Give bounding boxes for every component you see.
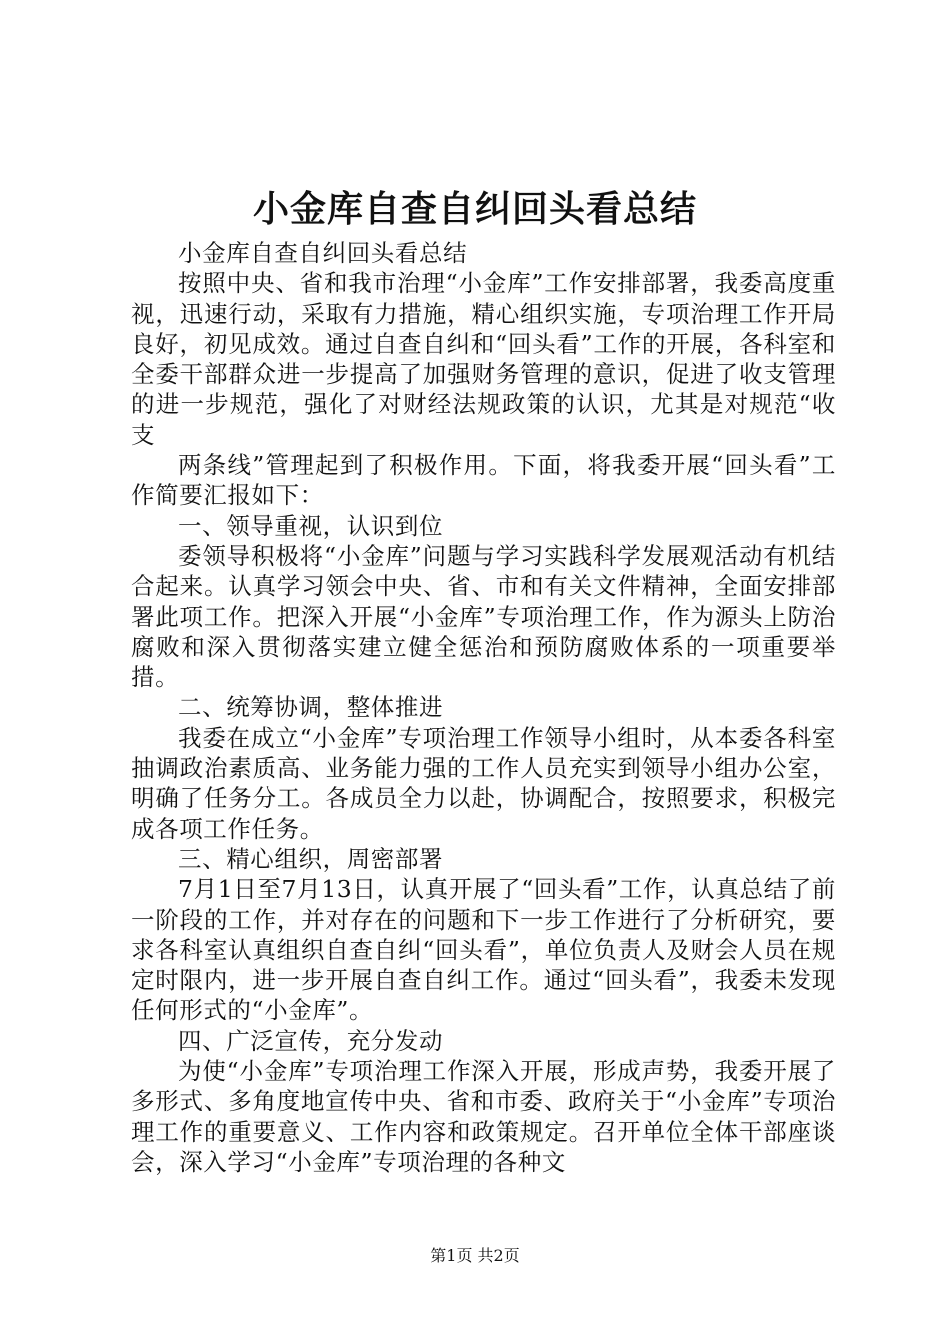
page-footer: 第1页 共2页 [430,1246,520,1265]
paragraph-intro-continued: 两条线”管理起到了积极作用。下面，将我委开展“回头看”工作简要汇报如下： [131,451,836,510]
section-heading-2: 二、统筹协调，整体推进 [178,693,444,722]
section-heading-4: 四、广泛宣传，充分发动 [178,1026,444,1055]
paragraph-intro: 按照中央、省和我市治理“小金库”工作安排部署，我委高度重视，迅速行动，采取有力措施，精心组织实施，专项治理工作开局良好，初见成效。通过自查自纠和“回头看”工作的开展，各科室和全委干部群众进一步提高了加强财务管理的意识，促进了收支管理的进一步规范，强化了对财经法规政策的认识，尤其是对规范“收支 [131,269,836,449]
paragraph-subtitle: 小金库自查自纠回头看总结 [178,239,468,267]
paragraph-section-2: 我委在成立“小金库”专项治理工作领导小组时，从本委各科室抽调政治素质高、业务能力强的工作人员充实到领导小组办公室，明确了任务分工。各成员全力以赴，协调配合，按照要求，积极完成各项工作任务。 [131,723,836,843]
paragraph-section-4: 为使“小金库”专项治理工作深入开展，形成声势，我委开展了多形式、多角度地宣传中央、省和市委、政府关于“小金库”专项治理工作的重要意义、工作内容和政策规定。召开单位全体干部座谈会，深入学习“小金库”专项治理的各种文 [131,1057,836,1176]
section-heading-3: 三、精心组织，周密部署 [178,844,444,873]
document-title: 小金库自查自纠回头看总结 [252,188,697,230]
section-heading-1: 一、领导重视，认识到位 [178,511,444,540]
paragraph-section-1: 委领导积极将“小金库”问题与学习实践科学发展观活动有机结合起来。认真学习领会中央、省、市和有关文件精神，全面安排部署此项工作。把深入开展“小金库”专项治理工作，作为源头上防治腐败和深入贯彻落实建立健全惩治和预防腐败体系的一项重要举措。 [131,541,836,692]
document-body [131,238,836,1177]
paragraph-section-3: 7月1日至7月13日，认真开展了“回头看”工作，认真总结了前一阶段的工作，并对存在的问题和下一步工作进行了分析研究，要求各科室认真组织自查自纠“回头看”，单位负责人及财会人员在规定时限内，进一步开展自查自纠工作。通过“回头看”，我委未发现任何形式的“小金库”。 [131,875,836,1025]
